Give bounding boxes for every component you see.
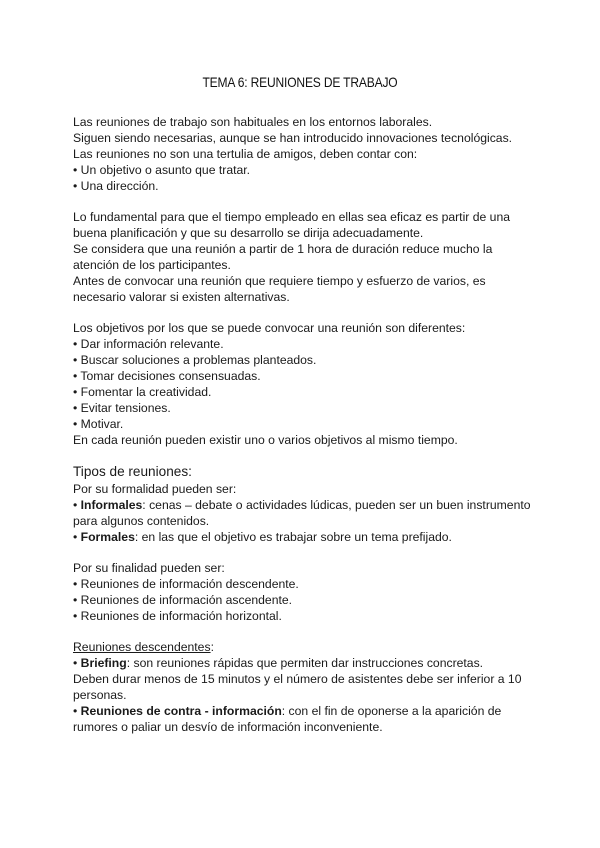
list-item: • Reuniones de información ascendente.: [73, 593, 293, 607]
list-item: [73, 497, 543, 513]
term-text: : con el fin de oponerse a la aparición de: [281, 704, 502, 718]
descendentes-section: [73, 639, 543, 735]
list-item: [73, 703, 543, 719]
intro-paragraph: [73, 114, 543, 194]
bullet: •: [73, 498, 81, 512]
list-item: • Evitar tensiones.: [73, 401, 171, 415]
text-line: atención de los participantes.: [73, 258, 231, 272]
document-title: TEMA 6: REUNIONES DE TRABAJO: [202, 74, 398, 90]
term-label: Reuniones de contra - información: [80, 704, 282, 718]
list-item: • Reuniones de información horizontal.: [73, 609, 282, 623]
text-line: buena planificación y que su desarrollo se dirija adecuadamente.: [73, 226, 424, 240]
term-text: : son reuniones rápidas que permiten dar instrucciones concretas.: [126, 656, 484, 670]
list-item: • Fomentar la creatividad.: [73, 385, 212, 399]
section-heading: [73, 639, 543, 655]
bullet: •: [73, 656, 81, 670]
fundamental-paragraph: [73, 209, 543, 305]
finalidad-section: [73, 560, 543, 624]
term-text: : en las que el objetivo es trabajar sobre un tema prefijado.: [134, 530, 452, 544]
tipos-section: [73, 463, 543, 545]
bullet: •: [73, 530, 81, 544]
document-body: [73, 114, 543, 735]
text-line: Deben durar menos de 15 minutos y el número de asistentes debe ser inferior a 10: [73, 672, 522, 686]
text-line: Las reuniones de trabajo son habituales en los entornos laborales.: [73, 115, 433, 129]
term-label: Formales: [80, 530, 135, 544]
bullet: •: [73, 704, 81, 718]
objetivos-section: [73, 320, 543, 448]
text-line: Se considera que una reunión a partir de 1 hora de duración reduce mucho la: [73, 242, 493, 256]
list-item: • Una dirección.: [73, 179, 159, 193]
underlined-heading: Reuniones descendentes: [73, 640, 211, 654]
list-item: • Motivar.: [73, 417, 124, 431]
list-item: • Tomar decisiones consensuadas.: [73, 369, 261, 383]
list-item: • Buscar soluciones a problemas planteados.: [73, 353, 317, 367]
term-label: Briefing: [80, 656, 127, 670]
text-line: Por su formalidad pueden ser:: [73, 482, 237, 496]
text-line: rumores o paliar un desvío de información inconveniente.: [73, 720, 383, 734]
text-line: Los objetivos por los que se puede convocar una reunión son diferentes:: [73, 321, 466, 335]
text-line: personas.: [73, 688, 127, 702]
term-label: Informales: [80, 498, 143, 512]
text-line: En cada reunión pueden existir uno o varios objetivos al mismo tiempo.: [73, 433, 458, 447]
text-line: Siguen siendo necesarias, aunque se han introducido innovaciones tecnológicas.: [73, 131, 513, 145]
text-line: para algunos contenidos.: [73, 514, 210, 528]
text-line: Lo fundamental para que el tiempo empleado en ellas sea eficaz es partir de una: [73, 210, 511, 224]
heading-colon: :: [210, 640, 214, 654]
list-item: • Reuniones de información descendente.: [73, 577, 299, 591]
text-line: Las reuniones no son una tertulia de amigos, deben contar con:: [73, 147, 418, 161]
list-item: [73, 655, 543, 671]
list-item: • Dar información relevante.: [73, 337, 224, 351]
text-line: Antes de convocar una reunión que requiere tiempo y esfuerzo de varios, es: [73, 274, 486, 288]
text-line: necesario valorar si existen alternativas.: [73, 290, 290, 304]
term-text: : cenas – debate o actividades lúdicas, pueden ser un buen instrumento: [142, 498, 531, 512]
text-line: Por su finalidad pueden ser:: [73, 561, 225, 575]
list-item: • Un objetivo o asunto que tratar.: [73, 163, 251, 177]
section-heading: Tipos de reuniones:: [73, 464, 192, 479]
list-item: [73, 529, 543, 545]
